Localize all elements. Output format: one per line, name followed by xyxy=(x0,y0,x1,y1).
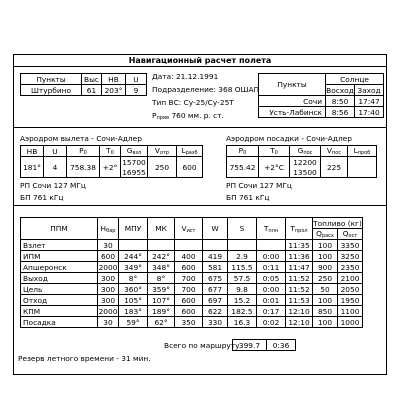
route-cell: 57.5 xyxy=(228,273,257,284)
route-cell: 16.3 xyxy=(228,317,257,328)
route-header: МК xyxy=(148,218,175,240)
route-cell: 360° xyxy=(119,284,148,295)
route-cell: 2.9 xyxy=(228,251,257,262)
table-row xyxy=(21,306,363,317)
arrival-rp: РП Сочи 127 МГц xyxy=(226,181,292,190)
route-cell: 850 xyxy=(313,306,338,317)
sun-sub-rise: Восход xyxy=(326,85,354,95)
route-cell: 2050 xyxy=(338,284,363,295)
route-cell: 0:00 xyxy=(257,251,286,262)
route-cell: 182.5 xyxy=(228,306,257,317)
route-cell xyxy=(175,240,203,251)
route-cell: 675 xyxy=(203,273,228,284)
arr-cell: 12200 xyxy=(290,157,321,168)
table-row xyxy=(21,295,363,306)
sun-sub-set: Заход xyxy=(355,85,384,96)
sun-header: Солнце xyxy=(326,74,384,85)
route-cell: 2000 xyxy=(98,306,118,316)
departure-table xyxy=(20,145,203,178)
route-cell: 359° xyxy=(148,284,175,295)
route-cell: 62° xyxy=(148,317,175,328)
table-row xyxy=(21,284,363,295)
sun-cell: 17:47 xyxy=(355,96,384,107)
route-cell: 400 xyxy=(175,251,203,262)
dep-cell: 600 xyxy=(177,157,203,178)
route-cell: 11:36 xyxy=(286,251,313,262)
route-cell: 115.5 xyxy=(228,262,257,273)
table-row xyxy=(21,273,363,284)
divider xyxy=(13,205,387,206)
route-header: ППМ xyxy=(21,218,98,240)
route-cell: 677 xyxy=(203,284,228,295)
route-point-name: Апшеронск xyxy=(21,262,98,273)
sun-cell: 8:56 xyxy=(326,107,355,118)
route-cell: 11:52 xyxy=(286,273,313,284)
dep-cell: 250 xyxy=(148,157,177,178)
dep-cell: 4 xyxy=(44,157,67,178)
route-cell: 8° xyxy=(148,273,175,284)
divider xyxy=(13,127,387,128)
route-cell: 0:00 xyxy=(257,284,286,295)
departure-bp: БП 761 кГц xyxy=(20,193,64,202)
wind-cell: 203° xyxy=(102,85,126,96)
route-cell: 3350 xyxy=(338,240,363,251)
sun-table xyxy=(258,73,384,118)
route-cell xyxy=(203,240,228,251)
route-cell: 189° xyxy=(148,306,175,317)
route-cell: 622 xyxy=(203,306,228,317)
pressure-line xyxy=(152,112,224,121)
arr-cell: 225 xyxy=(321,157,348,178)
route-cell: 11:53 xyxy=(286,295,313,306)
page-title: Навигационный расчет полета xyxy=(13,54,387,67)
arrival-title: Аэродром посадки - Сочи-Адлер xyxy=(226,134,352,143)
route-cell: 900 xyxy=(313,262,338,273)
route-cell: 105° xyxy=(119,295,148,306)
route-cell: 697 xyxy=(203,295,228,306)
route-cell: 2350 xyxy=(338,262,363,273)
route-cell: 11:47 xyxy=(286,262,313,273)
route-cell: 107° xyxy=(148,295,175,306)
dep-cell: 181° xyxy=(21,157,44,178)
route-cell: 100 xyxy=(313,251,338,262)
wind-header: Выс xyxy=(82,74,102,85)
route-cell xyxy=(257,240,286,251)
route-cell: 12:10 xyxy=(286,306,313,317)
wind-header: НВ xyxy=(102,74,126,85)
route-cell: 600 xyxy=(98,251,119,262)
aircraft-type: Тип ВС: Су-25/Су-25Т xyxy=(152,98,234,107)
wind-cell: 9 xyxy=(126,85,147,96)
total-t: 0:36 xyxy=(267,340,296,351)
arr-cell xyxy=(348,157,377,178)
table-row xyxy=(21,240,363,251)
route-cell: 300 xyxy=(98,284,119,295)
route-point-name: Отход xyxy=(21,295,98,306)
route-header: $T_{плн}$ xyxy=(257,218,286,240)
route-cell: 700 xyxy=(175,284,203,295)
route-point-name: Взлет xyxy=(21,240,98,251)
route-cell: 330 xyxy=(203,317,228,328)
route-header: W xyxy=(203,218,228,240)
route-cell: 0:17 xyxy=(257,306,286,317)
route-header: МПУ xyxy=(119,218,148,240)
arr-header: $V_{пос}$ xyxy=(321,146,348,157)
dep-header: U xyxy=(44,146,67,157)
wind-cell: 61 xyxy=(82,85,102,96)
table-row xyxy=(21,262,363,273)
arr-cell: 13500 xyxy=(290,167,321,178)
arr-header: $T_0$ xyxy=(259,146,290,157)
dep-cell: 15700 xyxy=(122,157,146,167)
route-header: $Н_{бар}$ xyxy=(98,218,119,240)
route-header-fuel: Топливо (кг) xyxy=(313,218,362,228)
pressure-sub: прив xyxy=(156,115,170,121)
route-cell: 244° xyxy=(119,251,148,262)
route-cell: 30 xyxy=(98,240,119,251)
route-cell: 1000 xyxy=(338,317,363,328)
route-cell: 0:02 xyxy=(257,317,286,328)
dep-cell: 758.38 xyxy=(67,157,100,178)
dep-header: НВ xyxy=(21,146,44,157)
dep-header: $V_{отр}$ xyxy=(148,146,177,157)
route-cell: 600 xyxy=(175,295,203,306)
wind-cell: Штурбино xyxy=(21,85,82,96)
route-cell: 350 xyxy=(175,317,203,328)
route-cell: 2100 xyxy=(338,273,363,284)
route-cell: 419 xyxy=(203,251,228,262)
route-cell: 11:52 xyxy=(286,284,313,295)
sun-cell: 8:50 xyxy=(326,96,355,107)
wind-table xyxy=(20,73,147,96)
arr-header: $L_{проб}$ xyxy=(348,146,377,157)
route-cell: 1950 xyxy=(338,295,363,306)
pressure-label: Р xyxy=(152,111,157,120)
route-cell: 30 xyxy=(98,317,119,328)
wind-header: U xyxy=(126,74,147,85)
total-label: Всего по маршруту xyxy=(164,341,240,350)
route-cell: 9.8 xyxy=(228,284,257,295)
route-cell: 600 xyxy=(175,262,203,273)
arrival-table xyxy=(226,145,377,178)
route-cell xyxy=(148,240,175,251)
route-cell xyxy=(119,240,148,251)
route-point-name: Посадка xyxy=(21,317,98,328)
route-header: $T_{прол}$ xyxy=(286,218,313,240)
dep-cell: +2° xyxy=(100,157,121,178)
route-header: S xyxy=(228,218,257,240)
arr-cell: +2°C xyxy=(259,157,290,178)
pressure-value: 760 мм. р. ст. xyxy=(169,111,224,120)
route-cell: 59° xyxy=(119,317,148,328)
arrival-bp: БП 761 кГц xyxy=(226,193,270,202)
sun-point: Усть-Лабинск xyxy=(259,107,326,118)
arr-header: $G_{пос}$ xyxy=(290,146,321,157)
fuel-sub: $Q_{ост}$ xyxy=(338,229,363,240)
route-cell: 183° xyxy=(119,306,148,317)
route-cell: 300 xyxy=(98,273,119,284)
arr-cell: 755.42 xyxy=(227,157,259,178)
route-cell: 348° xyxy=(148,262,175,273)
sun-point: Сочи xyxy=(259,96,326,107)
departure-rp: РП Сочи 127 МГц xyxy=(20,181,86,190)
route-cell: 50 xyxy=(313,284,338,295)
route-cell: 349° xyxy=(119,262,148,273)
route-cell: 100 xyxy=(313,295,338,306)
dep-header: $L_{разб}$ xyxy=(177,146,203,157)
route-cell: 242° xyxy=(148,251,175,262)
route-cell: 0:05 xyxy=(257,273,286,284)
route-point-name: Цель xyxy=(21,284,98,295)
dep-header: $P_0$ xyxy=(67,146,100,157)
route-cell: 1100 xyxy=(338,306,363,317)
route-cell: 600 xyxy=(175,306,203,317)
route-cell: 2000 xyxy=(98,262,118,272)
route-cell: 11:35 xyxy=(286,240,313,251)
route-cell: 581 xyxy=(203,262,228,273)
route-cell: 700 xyxy=(175,273,203,284)
route-cell: 12:10 xyxy=(286,317,313,328)
departure-title: Аэродром вылета - Сочи-Адлер xyxy=(20,134,142,143)
arr-header: $P_0$ xyxy=(227,146,259,157)
table-row xyxy=(21,317,363,328)
dep-cell: 16955 xyxy=(122,167,146,177)
route-cell xyxy=(228,240,257,251)
route-cell: 8° xyxy=(119,273,148,284)
reserve-note: Резерв летного времени - 31 мин. xyxy=(18,354,151,363)
route-point-name: Выход xyxy=(21,273,98,284)
route-cell: 0:01 xyxy=(257,295,286,306)
route-cell: 15.2 xyxy=(228,295,257,306)
fuel-sub: $Q_{расх}$ xyxy=(313,229,338,240)
total-s: 399.7 xyxy=(233,340,267,351)
route-cell: 250 xyxy=(313,273,338,284)
route-cell: 100 xyxy=(313,317,338,328)
route-point-name: КПМ xyxy=(21,306,98,317)
dep-header: $G_{взл}$ xyxy=(121,146,148,157)
unit-name: Подразделение: 368 ОШАП xyxy=(152,85,260,94)
route-cell: 300 xyxy=(98,295,119,306)
route-cell: 3250 xyxy=(338,251,363,262)
route-header: $V_{ист}$ xyxy=(175,218,203,240)
table-row xyxy=(21,251,363,262)
sun-header-points: Пункты xyxy=(259,74,326,96)
route-point-name: ИПМ xyxy=(21,251,98,262)
route-cell: 100 xyxy=(313,240,338,251)
flight-date: Дата: 21.12.1991 xyxy=(152,72,219,81)
wind-header: Пункты xyxy=(21,74,82,85)
route-table xyxy=(20,217,363,328)
sun-cell: 17:40 xyxy=(355,107,384,118)
dep-header: $T_0$ xyxy=(100,146,121,157)
route-cell: 0:11 xyxy=(257,262,286,273)
total-table xyxy=(232,339,296,351)
